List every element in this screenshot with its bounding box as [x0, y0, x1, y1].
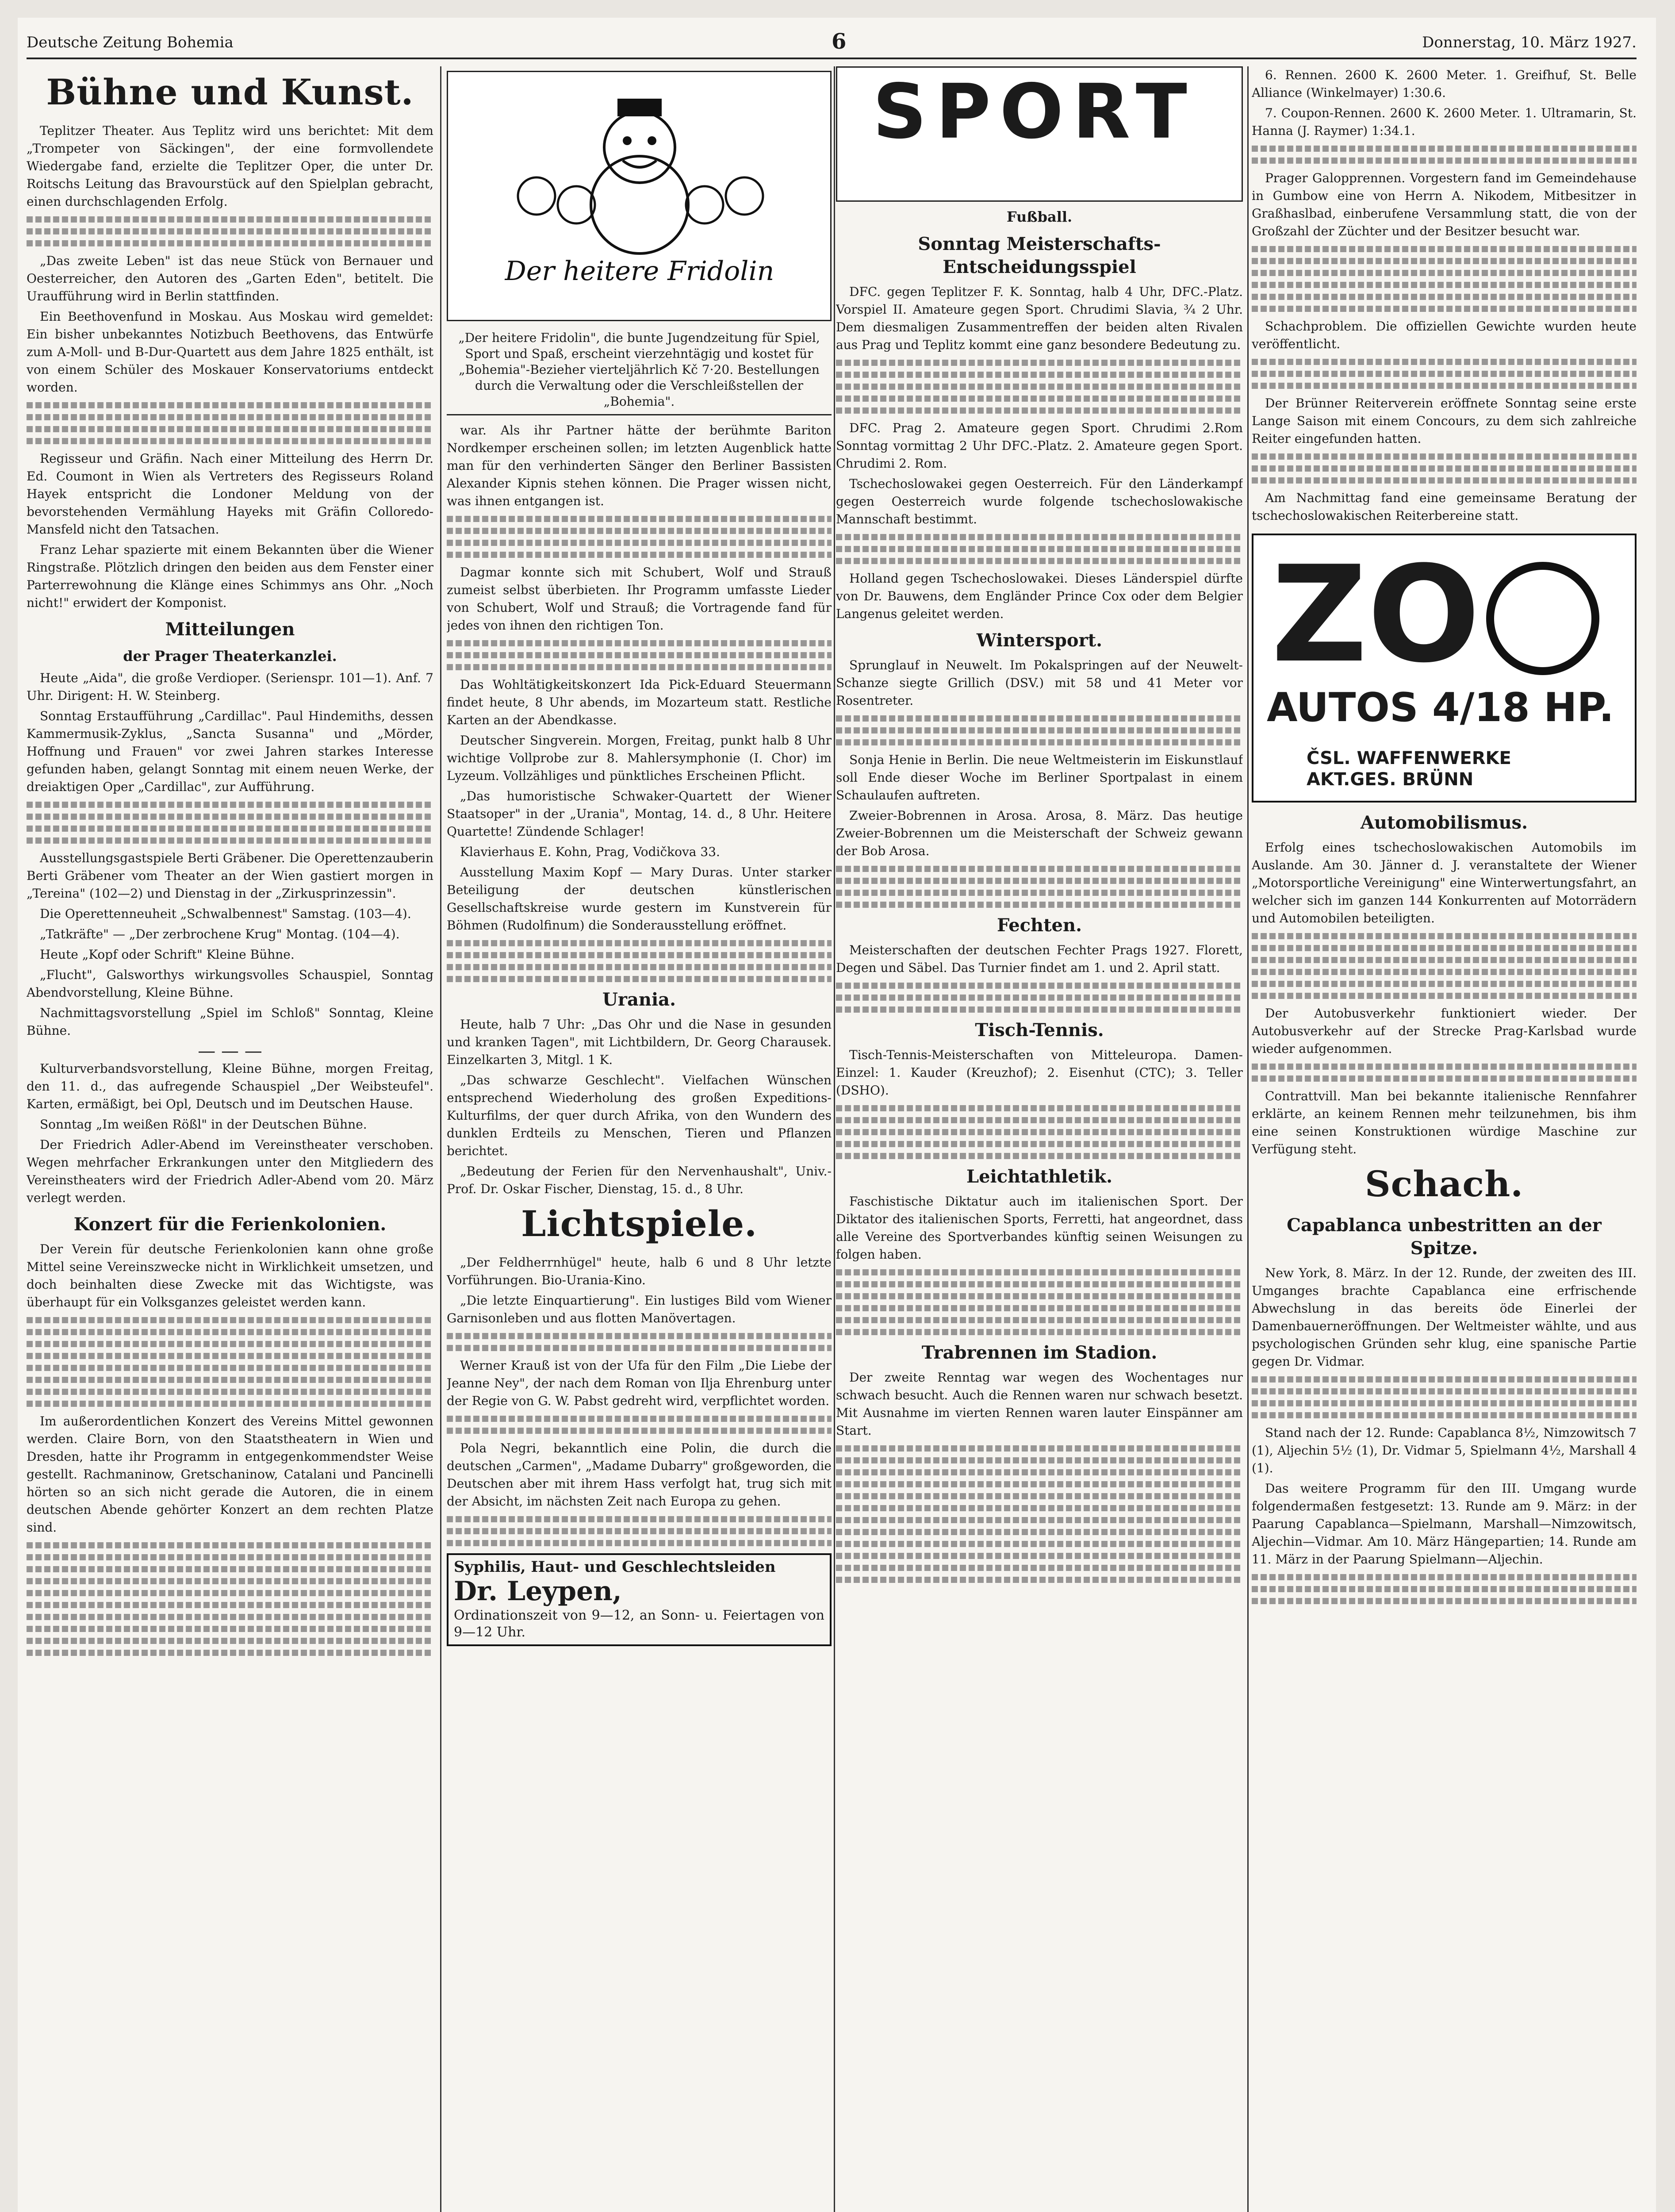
- section-title: Wintersport.: [976, 630, 1103, 651]
- fridolin-illustration: [447, 71, 832, 321]
- headline: Sonntag Meisterschafts-Entscheidungsspiel: [918, 234, 1161, 277]
- article-paragraph: Schachproblem. Die offiziellen Gewichte wurden heute veröffentlicht.: [1252, 319, 1637, 351]
- notice: Werner Krauß ist von der Ufa für den Film „Die Liebe der Jeanne Ney", der nach dem Roman von Ilja Ehrenburg unter der Regie von G. W. Pabst gedreht wird, verpflichtet worden.: [447, 1358, 832, 1408]
- article-paragraph: DFC. Prag 2. Amateure gegen Sport. Chrudimi 2.Rom Sonntag vormittag 2 Uhr DFC.-Platz. 2. Amateure gegen Sport. Chrudimi 2. Rom.: [836, 421, 1243, 471]
- notice: „Flucht", Galsworthys wirkungsvolles Schauspiel, Sonntag Abendvorstellung, Kleine Bühne.: [27, 968, 433, 1000]
- notice: Sonntag Erstaufführung „Cardillac". Paul Hindemiths, dessen Kammermusik-Zyklus, „Sancta Susanna" und „Mörder, Hoffnung und Frauen" vor zwei Jahren starkes Interesse gefunden haben, gelangt Sonntag mit einem neuen Werke, der dreiaktigen Oper „Cardillac", zur Aufführung.: [27, 709, 433, 794]
- article-paragraph: Erfolg eines tschechoslowakischen Automobils im Auslande. Am 30. Jänner d. J. veranstaltete der Wiener „Motorsportliche Vereinigung" eine Winterwertungsfahrt, an welcher sich im ganzen 144 Konkurrenten auf Motorrädern und Automobilen beteiligten.: [1252, 840, 1637, 926]
- notice: Kulturverbandsvorstellung, Kleine Bühne, morgen Freitag, den 11. d., das aufregende Schauspiel „Der Weibsteufel". Karten, ermäßigt, bei Opl, Deutsch und im Deutschen Hause.: [27, 1061, 433, 1111]
- running-header: [27, 27, 1637, 59]
- section-title: Lichtspiele.: [521, 1203, 757, 1244]
- article-paragraph: Meisterschaften der deutschen Fechter Prags 1927. Florett, Degen und Säbel. Das Turnier findet am 1. und 2. April statt.: [836, 943, 1243, 975]
- notice: Der Friedrich Adler-Abend im Vereinstheater verschoben. Wegen mehrfacher Erkrankungen unter den Mitgliedern des Vereinstheaters wird der Friedrich Adler-Abend vom 20. März verlegt werden.: [27, 1137, 433, 1205]
- section-title: Trabrennen im Stadion.: [921, 1342, 1158, 1363]
- column-rule: [1247, 66, 1249, 2212]
- sport-banner: [836, 66, 1243, 202]
- section-title: Mitteilungen: [165, 619, 295, 640]
- section-title: Tisch-Tennis.: [975, 1020, 1104, 1041]
- article-paragraph: Holland gegen Tschechoslowakei. Dieses Länderspiel dürfte von Dr. Bauwens, dem Engländer Prince Cox oder dem Belgier Langenus geleitet werden.: [836, 571, 1243, 621]
- article-paragraph: Sonja Henie in Berlin. Die neue Weltmeisterin im Eiskunstlauf soll Ende dieser Woche im Berliner Sportpalast in einem Schaulaufen auftreten.: [836, 753, 1243, 803]
- notice: Ausstellungsgastspiele Berti Gräbener. Die Operettenzauberin Berti Gräbener vom Theater an der Wien gastiert morgen in „Tereina" (102—2) und Dienstag in der „Zirkusprinzessin".: [27, 851, 433, 901]
- section-title: Urania.: [602, 989, 676, 1010]
- advertisement-leypen: [447, 1553, 832, 1646]
- race-result: 6. Rennen. 2600 K. 2600 Meter. 1. Greifhuf, St. Belle Alliance (Winkelmayer) 1:30.6.: [1252, 68, 1637, 100]
- notice: Heute „Kopf oder Schrift" Kleine Bühne.: [40, 947, 295, 962]
- article-paragraph: Der Autobusverkehr funktioniert wieder. Der Autobusverkehr auf der Strecke Prag-Karlsbad wurde wieder aufgenommen.: [1252, 1006, 1637, 1056]
- column-sport: [836, 66, 1243, 2212]
- notice: „Bedeutung der Ferien für den Nervenhaushalt", Univ.-Prof. Dr. Oskar Fischer, Dienstag, 15. d., 8 Uhr.: [447, 1164, 832, 1196]
- notice: Ausstellung Maxim Kopf — Mary Duras. Unter starker Beteiligung der deutschen künstlerischen Gesellschaftskreise wurde gestern im Kunstverein für Böhmen (Rudolfinum) die Sonderausstellung eröffnet.: [447, 865, 832, 933]
- article-paragraph: Stand nach der 12. Runde: Capablanca 8½, Nimzowitsch 7 (1), Aljechin 5½ (1), Dr. Vidmar 5, Spielmann 4½, Marshall 4 (1).: [1252, 1425, 1637, 1475]
- section-title: Konzert für die Ferienkolonien.: [73, 1214, 387, 1235]
- notice: Die Operettenneuheit „Schwalbennest" Samstag. (103—4).: [40, 906, 411, 921]
- notice: Nachmittagsvorstellung „Spiel im Schloß" Sonntag, Kleine Bühne.: [27, 1006, 433, 1038]
- article-paragraph: Das weitere Programm für den III. Umgang wurde folgendermaßen festgesetzt: 13. Runde am 9. März: in der Paarung Capablanca—Spielmann, Marshall—Nimzowitsch, Aljechin—Vidmar. Am 10. März Hängepartien; 14. Runde am 11. März in der Paarung Spielmann—Aljechin.: [1252, 1481, 1637, 1567]
- article-paragraph: Regisseur und Gräfin. Nach einer Mitteilung des Herrn Dr. Ed. Coumont in Wien als Vertreters des Regisseurs Roland Hayek entspricht die Londoner Meldung von der bevorstehenden Vermählung Hayeks mit Gräfin Colloredo-Mansfeld nicht den Tatsachen.: [27, 451, 433, 537]
- notice: „Tatkräfte" — „Der zerbrochene Krug" Montag. (104—4).: [40, 927, 400, 941]
- column-fridolin-lichtspiele: [447, 66, 832, 2212]
- article-paragraph: Tisch-Tennis-Meisterschaften von Mitteleuropa. Damen-Einzel: 1. Kauder (Kreuzhof); 2. Eisenhut (CTC); 3. Teller (DSHO).: [836, 1048, 1243, 1098]
- notice: Heute, halb 7 Uhr: „Das Ohr und die Nase in gesunden und kranken Tagen", mit Lichtbildern, Dr. Georg Charausek. Einzelkarten 3, Mitgl. 1 K.: [447, 1017, 832, 1067]
- section-subtitle: der Prager Theaterkanzlei.: [123, 648, 337, 664]
- section-title: Fechten.: [997, 915, 1082, 936]
- article-paragraph: Faschistische Diktatur auch im italienischen Sport. Der Diktator des italienischen Sports, Ferretti, hat angeordnet, dass alle Vereine des Sportverbandes künftig seinen Weisungen zu folgen haben.: [836, 1194, 1243, 1262]
- column-rule: [834, 66, 835, 2212]
- column-sport-auto-schach: [1252, 66, 1637, 2212]
- ad-line: Ordinationszeit von 9—12, an Sonn- u. Feiertagen von 9—12 Uhr.: [454, 1608, 824, 1640]
- headline: Capablanca unbestritten an der Spitze.: [1287, 1215, 1602, 1259]
- circle-logo-icon: [1486, 562, 1599, 675]
- ad-line: Syphilis, Haut- und Geschlechtsleiden: [454, 1558, 776, 1576]
- article-paragraph: Prager Galopprennen. Vorgestern fand im Gemeindehause in Gumbow eine von Herrn A. Nikodem, Mitbesitzer in Graßhaslbad, einberufene Versammlung statt, die von der Großzahl der Züchter und der Besitzer besucht war.: [1252, 171, 1637, 238]
- article-paragraph: Ein Beethovenfund in Moskau. Aus Moskau wird gemeldet: Ein bisher unbekanntes Notizbuch Beethovens, das Entwürfe zum A-Moll- und B-Dur-Quartett aus dem Jahre 1825 enthält, ist von einem Schüler des Moskauer Konservatoriums entdeckt worden.: [27, 309, 433, 395]
- article-paragraph: Dagmar konnte sich mit Schubert, Wolf und Strauß zumeist selbst überbieten. Ihr Programm umfasste Lieder von Schubert, Wolf und Strauß; die Vortragende fand für jedes von ihnen den richtigen Ton.: [447, 565, 832, 633]
- zo-logo: ZO: [1271, 538, 1480, 692]
- section-title: Schach.: [1365, 1163, 1524, 1205]
- article-paragraph: Franz Lehar spazierte mit einem Bekannten über die Wiener Ringstraße. Plötzlich dringen den beiden aus dem Fenster einer Parterrewohnung die Klänge eines Schimmys ans Ohr. „Noch nicht!" erwidert der Komponist.: [27, 542, 433, 610]
- article-paragraph: Der Brünner Reiterverein eröffnete Sonntag seine erste Lange Saison mit einem Concours, zu dem sich zahlreiche Reiter eingefunden hatten.: [1252, 396, 1637, 446]
- article-paragraph: „Das zweite Leben" ist das neue Stück von Bernauer und Oesterreicher, den Autoren des „Garten Eden", betitelt. Die Uraufführung wird in Berlin stattfinden.: [27, 253, 433, 303]
- notice: Klavierhaus E. Kohn, Prag, Vodičkova 33.: [460, 845, 720, 859]
- article-paragraph: Tschechoslowakei gegen Oesterreich. Für den Länderkampf gegen Oesterreich wurde folgende tschechoslowakische Mannschaft bestimmt.: [836, 476, 1243, 526]
- notice: Heute „Aida", die große Verdioper. (Serienspr. 101—1). Anf. 7 Uhr. Dirigent: H. W. Steinberg.: [27, 671, 433, 703]
- notice: „Die letzte Einquartierung". Ein lustiges Bild vom Wiener Garnisonleben und aus flotten Manövertagen.: [447, 1293, 832, 1325]
- header-masthead: Deutsche Zeitung Bohemia: [27, 34, 234, 51]
- article-paragraph: New York, 8. März. In der 12. Runde, der zweiten des III. Umganges brachte Capablanca eine erfrischende Abwechslung in das bereits öde Einerlei der Damenbauerneröffnungen. Der Weltmeister wählte, und aus psychologischen Gründen sehr klug, eine spanische Partie gegen Dr. Vidmar.: [1252, 1266, 1637, 1369]
- article-paragraph: Sprunglauf in Neuwelt. Im Pokalspringen auf der Neuwelt-Schanze siegte Grillich (DSV.) mit 58 und 41 Meter vor Rosentreter.: [836, 658, 1243, 708]
- section-title: Leichtathletik.: [966, 1166, 1113, 1187]
- article-paragraph: DFC. gegen Teplitzer F. K. Sonntag, halb 4 Uhr, DFC.-Platz. Vorspiel II. Amateure gegen Sport. Chrudimi Slavia, ¾ 2 Uhr. Dem diesmaligen Zusammentreffen der beiden alten Rivalen aus Prag und Teplitz kommt eine ganz besondere Bedeutung zu.: [836, 284, 1243, 352]
- notice: „Das humoristische Schwaker-Quartett der Wiener Staatsoper" in der „Urania", Montag, 14. d., 8 Uhr. Heitere Quartette! Zündende Schlager!: [447, 789, 832, 839]
- race-result: 7. Coupon-Rennen. 2600 K. 2600 Meter. 1. Ultramarin, St. Hanna (J. Raymer) 1:34.1.: [1252, 106, 1637, 138]
- article-paragraph: Im außerordentlichen Konzert des Vereins Mittel gewonnen werden. Claire Born, von den Staatstheatern in Wien und Dresden, hatte ihr Programm in entgegenkommendster Weise gestellt. Rachmaninow, Gretschaninow, Catalani und Pancinelli hörten so an sich nicht gerade die Autoren, die in einem deutschen Abende gehörter Konzert an dem rechten Platze sind.: [27, 1414, 433, 1535]
- header-page-number: 6: [832, 29, 847, 54]
- article-paragraph: war. Als ihr Partner hätte der berühmte Bariton Nordkemper erscheinen sollen; im letzten Augenblick hatte man für den verhinderten Sänger den Berliner Bassisten Alexander Kipnis stehen können. Die Prager wissen nicht, was ihnen entgangen ist.: [447, 423, 832, 508]
- article-paragraph: Der Verein für deutsche Ferienkolonien kann ohne große Mittel seine Vereinszwecke nicht in Wirklichkeit umsetzen, und doch beinhalten diese Zwecke mit das Wichtigste, was überhaupt für ein Volksganzes geleistet werden kann.: [27, 1242, 433, 1310]
- zo-autos-text: AUTOS 4/18 HP.: [1267, 684, 1614, 731]
- zo-maker-line: AKT.GES. BRÜNN: [1307, 769, 1474, 790]
- article-paragraph: Zweier-Bobrennen in Arosa. Arosa, 8. März. Das heutige Zweier-Bobrennen um die Meisterschaft der Schweiz gewann der Bob Arosa.: [836, 808, 1243, 858]
- sport-word: SPORT: [873, 68, 1196, 156]
- notice: Sonntag „Im weißen Rößl" in der Deutschen Bühne.: [40, 1117, 367, 1132]
- notice: „Der Feldherrnhügel" heute, halb 6 und 8 Uhr letzte Vorführungen. Bio-Urania-Kino.: [447, 1255, 832, 1287]
- section-title: Fußball.: [1006, 208, 1073, 225]
- article-paragraph: Am Nachmittag fand eine gemeinsame Beratung der tschechoslowakischen Reiterbereine statt.: [1252, 491, 1637, 523]
- ad-name: Dr. Leypen,: [454, 1576, 622, 1607]
- column-rule: [440, 66, 441, 2212]
- zo-maker-line: ČSL. WAFFENWERKE: [1307, 748, 1511, 768]
- fridolin-script: Der heitere Fridolin: [505, 256, 774, 287]
- notice: Das Wohltätigkeitskonzert Ida Pick-Eduard Steuermann findet heute, 8 Uhr abends, im Mozarteum statt. Restliche Karten an der Abendkasse.: [447, 677, 832, 727]
- column-buehne-kunst: Bühne und Kunst. Teplitzer Theater. Aus Teplitz wird uns berichtet: Mit dem „Trompeter von Säckingen", der eine formvollendete Wiedergabe fand, erzielte die Teplitzer Oper, die unter Dr. Roitschs Leitung das Bravourstück auf den Spielplan gebracht, einen durchschlagenden Erfolg. „Das zweite Leben" ist das neue Stück von Bernauer und Oesterreicher, den Autoren des „Garten Eden", betitelt. Die Uraufführung wird in Berlin stattfinden. Ein Beethovenfund in Moskau. Aus Moskau wird gemeldet: Ein bisher unbekanntes Notizbuch Beethovens, das Entwürfe zum A-Moll- und B-Dur-Quartett aus dem Jahre 1825 enthält, ist von einem Schüler des Moskauer Konservatoriums entdeckt worden. Regisseur und Gräfin. Nach einer Mitteilung des Herrn Dr. Ed. Coumont in Wien als Vertreters des Regisseurs Roland Hayek entspricht die Londoner Meldung von der bevorstehenden Vermählung Hayeks mit Gräfin Colloredo-Mansfeld nicht den Tatsachen. Franz Lehar spazierte mit einem Bekannten über die Wiener Ringstraße. Plötzlich dringen den beiden aus dem Fenster einer Parterrewohnung die Klänge eines Schimmys ans Ohr. „Noch nicht!" erwidert der Komponist. Mitteilungen der Prager Theaterkanzlei. Heute „Aida", die große Verdioper. (Serienspr. 101—1). Anf. 7 Uhr. Dirigent: H. W. Steinberg. Sonntag Erstaufführung „Cardillac". Paul Hindemiths, dessen Kammermusik-Zyklus, „Sancta Susanna" und „Mörder, Hoffnung und Frauen" vor zwei Jahren starkes Interesse gefunden haben, gelangt Sonntag mit einem neuen Werke, der dreiaktigen Oper „Cardillac", zur Aufführung. Ausstellungsgastspiele Berti Gräbener. Die Operettenzauberin Berti Gräbener vom Theater an der Wien gastiert morgen in „Tereina" (102—2) und Dienstag in der „Zirkusprinzessin". Die Operettenneuheit „Schwalbennest" Samstag. (103—4). „Tatkräfte" — „Der zerbrochene Krug" Montag. (104—4). Heute „Kopf oder Schrift" Kleine Bühne. „Flucht", Galsworthys wirkungsvolles Schauspiel, Sonntag Abendvorstellung, Kleine Bühne. Nachmittagsvorstellung „Spiel im Schloß" Sonntag, Kleine Bühne. — — — Kulturverbandsvorstellung, Kleine Bühne, morgen Freitag, den 11. d., das aufregende Schauspiel „Der Weibsteufel". Karten, ermäßigt, bei Opl, Deutsch und im Deutschen Hause. Sonntag „Im weißen Rößl" in der Deutschen Bühne. Der Friedrich Adler-Abend im Vereinstheater verschoben. Wegen mehrfacher Erkrankungen unter den Mitgliedern des Vereinstheaters wird der Friedrich Adler-Abend vom 20. März verlegt werden. Konzert für die Ferienkolonien. Der Verein für deutsche Ferienkolonien kann ohne große Mittel seine Vereinszwecke nicht in Wirklichkeit umsetzen, und doch beinhalten diese Zwecke mit das Wichtigste, was überhaupt für ein Volksganzes geleistet werden kann. Im außerordentlichen Konzert des Vereins Mittel gewonnen werden. Claire Born, von den Staatstheatern in Wien und Dresden, hatte ihr Programm in entgegenkommendster Weise gestellt. Rachmaninow, Gretschaninow, Catalani und Pancinelli hörten so an sich nicht gerade die Autoren, die in einem deutschen Abende gehörter Konzert an dem rechten Platze sind.: [27, 66, 433, 2212]
- article-paragraph: Teplitzer Theater. Aus Teplitz wird uns berichtet: Mit dem „Trompeter von Säckingen", der eine formvollendete Wiedergabe fand, erzielte die Teplitzer Oper, die unter Dr. Roitschs Leitung das Bravourstück auf den Spielplan gebracht, einen durchschlagenden Erfolg.: [27, 123, 433, 209]
- section-title: Bühne und Kunst.: [46, 71, 414, 113]
- fridolin-caption: „Der heitere Fridolin", die bunte Jugendzeitung für Spiel, Sport und Spaß, erscheint vierzehntägig und kostet für „Bohemia"-Bezieher vierteljährlich Kč 7·20. Bestellungen durch die Verwaltung oder die Verschleißstellen der „Bohemia".: [447, 330, 832, 415]
- header-date: Donnerstag, 10. März 1927.: [1422, 34, 1637, 51]
- snowman-figures-icon: [448, 72, 831, 317]
- notice: Pola Negri, bekanntlich eine Polin, die durch die deutschen „Carmen", „Madame Dubarry" großgeworden, die Deutschen aber mit ihrem Hass verfolgt hat, trug sich mit der Absicht, im nächsten Zeit nach Europa zu gehen.: [447, 1441, 832, 1509]
- article-paragraph: Contrattvill. Man bei bekannte italienische Rennfahrer erklärte, an keinem Rennen mehr teilzunehmen, bis ihm eine seinen Konstruktionen würdige Maschine zur Verfügung steht.: [1252, 1089, 1637, 1156]
- section-title: Automobilismus.: [1360, 812, 1528, 833]
- notice: „Das schwarze Geschlecht". Vielfachen Wünschen entsprechend Wiederholung des großen Expeditions-Kulturfilms, der quer durch Afrika, von den Wundern des dunklen Erdteils zu Menschen, Tieren und Pflanzen berichtet.: [447, 1073, 832, 1158]
- notice: Deutscher Singverein. Morgen, Freitag, punkt halb 8 Uhr wichtige Vollprobe zur 8. Mahlersymphonie (I. Chor) im Lyzeum. Vollzähliges und pünktliches Erscheinen Pflicht.: [447, 733, 832, 783]
- zo-autos-advertisement: [1252, 534, 1637, 803]
- article-paragraph: Der zweite Renntag war wegen des Wochentages nur schwach besucht. Auch die Rennen waren nur schwach besetzt. Mit Ausnahme im vierten Rennen waren lauter Einspänner am Start.: [836, 1370, 1243, 1438]
